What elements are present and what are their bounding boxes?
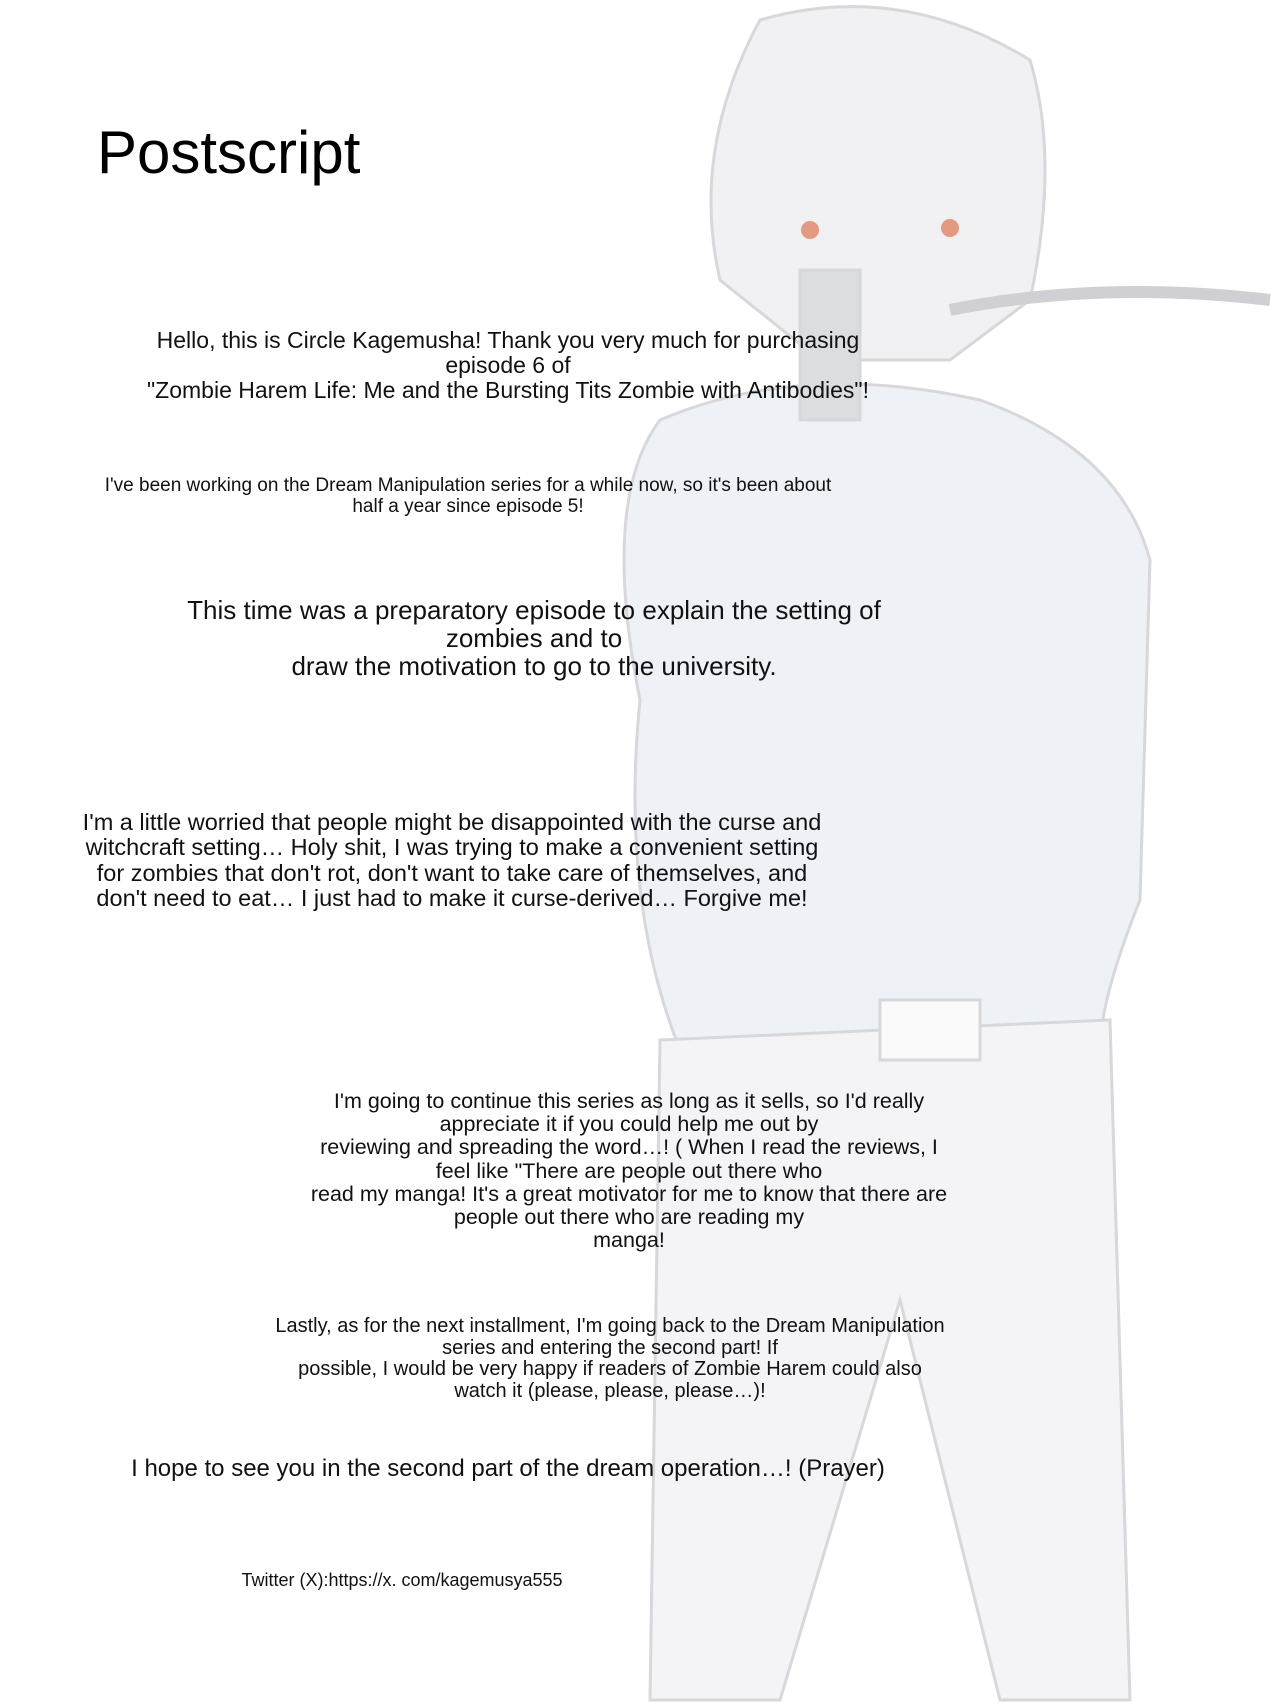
paragraph-preparatory-episode: This time was a preparatory episode to explain the setting of zombies and to draw the motivation to go to the university. (187, 595, 881, 682)
paragraph-next-installment: Lastly, as for the next installment, I'm going back to the Dream Manipulation series and entering the second part! If possible, I would be very happy if readers of Zombie Harem could also watch it (please, please, please…)! (275, 1315, 945, 1402)
paragraph-curse-setting: I'm a little worried that people might be disappointed with the curse and witchcraft setting… Holy shit, I was trying to make a convenient setting for zombies that don't rot, don't want to take care of themselves, and don't need to eat… I just had to make it curse-derived… Forgive me! (82, 809, 822, 912)
paragraph-closing: I hope to see you in the second part of the dream operation…! (Prayer) (131, 1455, 885, 1482)
page-title: Postscript (97, 119, 361, 186)
paragraph-dream-series: I've been working on the Dream Manipulation series for a while now, so it's been about half a year since episode 5! (104, 475, 832, 517)
paragraph-greeting: Hello, this is Circle Kagemusha! Thank you very much for purchasing episode 6 of "Zombie Harem Life: Me and the Bursting Tits Zombie with Antibodies"! (147, 327, 869, 403)
twitter-link[interactable]: Twitter (X):https://x. com/kagemusya555 (241, 1570, 563, 1590)
paragraph-reviews: I'm going to continue this series as long as it sells, so I'd really appreciate it if you could help me out by reviewing and spreading the word…! ( When I read the reviews, I feel like "There are people out there who read my manga! It's a great motivator for me to know that there are people out there who are reading my manga! (310, 1089, 948, 1253)
